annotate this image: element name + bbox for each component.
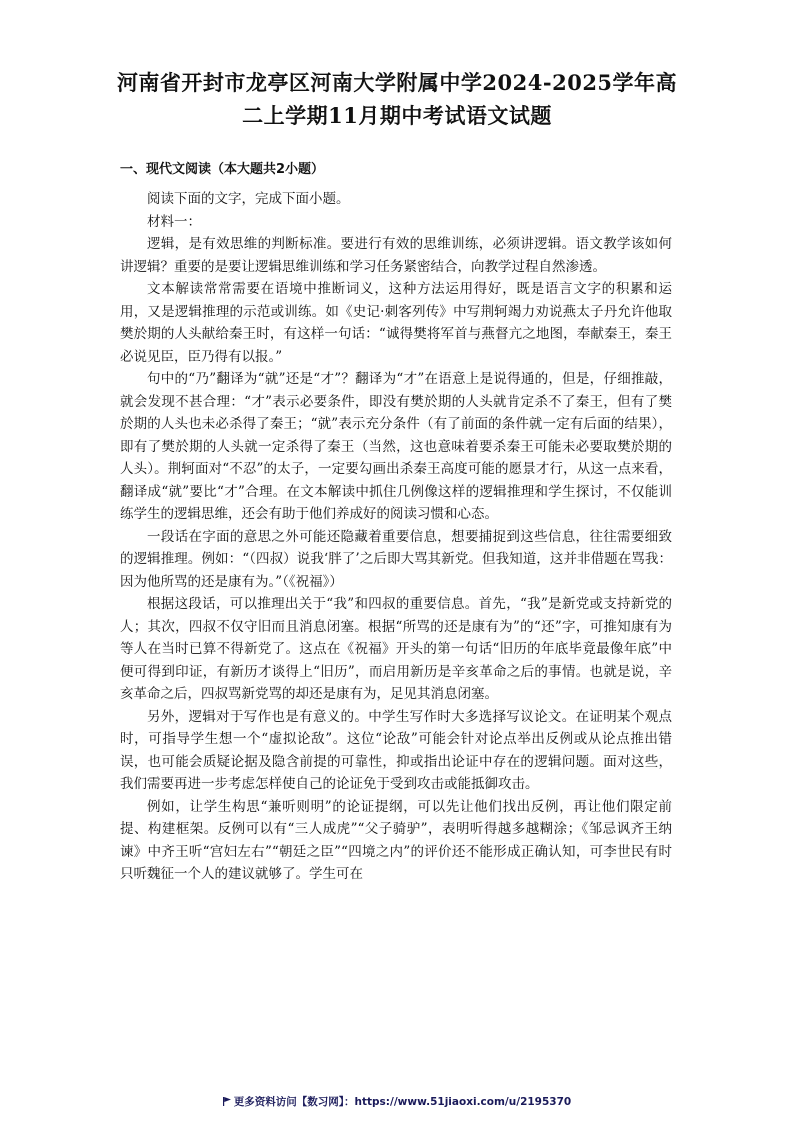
reading-passage <box>120 188 672 886</box>
title-line-2: 二上学期11月期中考试语文试题 <box>242 103 552 128</box>
paragraph-material-label: 材料一： <box>147 213 201 230</box>
title-line-1: 河南省开封市龙亭区河南大学附属中学2024-2025学年高 <box>116 70 678 95</box>
paragraph: 另外，逻辑对于写作也是有意义的。中学生写作时大多选择写议论文。在证明某个观点时，可指导学生想一个“虚拟论敌”。这位“论敌”可能会针对论点举出反例或从论点推出错误，也可能会质疑论据及隐含前提的可靠性，抑或指出论证中存在的逻辑问题。面对这些，我们需要再进一步考虑怎样使自己的论证免于受到攻击或能抵御攻击。 <box>120 708 672 792</box>
paragraph: 句中的“乃”翻译为“就”还是“才”？翻译为“才”在语意上是说得通的，但是，仔细推敲，就会发现不甚合理：“才”表示必要条件，即没有樊於期的人头就肯定杀不了秦王，但有了樊於期的人头也未必杀得了秦王；“就”表示充分条件（有了前面的条件就一定有后面的结果），即有了樊於期的人头就一定杀得了秦王（当然，这也意味着要杀秦王可能未必要取樊於期的人头）。荆轲面对“不忍”的太子，一定要勾画出杀秦王高度可能的愿景才行，从这一点来看，翻译成“就”要比“才”合理。在文本解读中抓住几例像这样的逻辑推理和学生探讨，不仅能训练学生的逻辑思维，还会有助于他们养成好的阅读习惯和心态。 <box>120 371 672 522</box>
flag-icon <box>223 1097 231 1106</box>
paragraph: 逻辑，是有效思维的判断标准。要进行有效的思维训练，必须讲逻辑。语文教学该如何讲逻辑？重要的是要让逻辑思维训练和学习任务紧密结合，向教学过程自然渗透。 <box>120 236 672 275</box>
paragraph: 根据这段话，可以推理出关于“我”和四叔的重要信息。首先，“我”是新党或支持新党的人；其次，四叔不仅守旧而且消息闭塞。根据“所骂的还是康有为”的“还”字，可推知康有为等人在当时已算不得新党了。这点在《祝福》开头的第一句话“旧历的年底毕竟最像年底”中便可得到印证，有新历才谈得上“旧历”，而启用新历是辛亥革命之后的事情。也就是说，辛亥革命之后，四叔骂新党骂的却还是康有为，足见其消息闭塞。 <box>120 596 672 702</box>
paragraph: 例如，让学生构思“兼听则明”的论证提纲，可以先让他们找出反例，再让他们限定前提、构建框架。反例可以有“三人成虎”“父子骑驴”，表明听得越多越糊涂；《邹忌讽齐王纳谏》中齐王听“宫妇左右”“朝廷之臣”“四境之内”的评价还不能形成正确认知，可李世民有时只听魏征一个人的建议就够了。学生可在 <box>120 798 672 882</box>
footer-link[interactable]: https://www.51jiaoxi.com/u/2195370 <box>354 1096 572 1108</box>
paragraph: 一段话在字面的意思之外可能还隐藏着重要信息，想要捕捉到这些信息，往往需要细致的逻辑推理。例如：“（四叔）说我‘胖了’之后即大骂其新党。但我知道，这并非借题在骂我：因为他所骂的还是康有为。”（《祝福》） <box>120 528 672 590</box>
paragraph: 文本解读常常需要在语境中推断词义，这种方法运用得好，既是语言文字的积累和运用，又是逻辑推理的示范或训练。如《史记·刺客列传》中写荆轲竭力劝说燕太子丹允许他取樊於期的人头献给秦王时，有这样一句话：“诚得樊将军首与燕督亢之地图，奉献秦王，秦王必说见臣，臣乃得有以报。” <box>120 281 672 365</box>
footer-prefix: 更多资料访问【数习网】： <box>233 1096 355 1108</box>
document-title <box>60 66 734 132</box>
section-heading: 一、现代文阅读（本大题共2小题） <box>120 162 325 177</box>
footer-banner <box>0 1094 794 1109</box>
paragraph-instruction: 阅读下面的文字，完成下面小题。 <box>147 191 350 207</box>
